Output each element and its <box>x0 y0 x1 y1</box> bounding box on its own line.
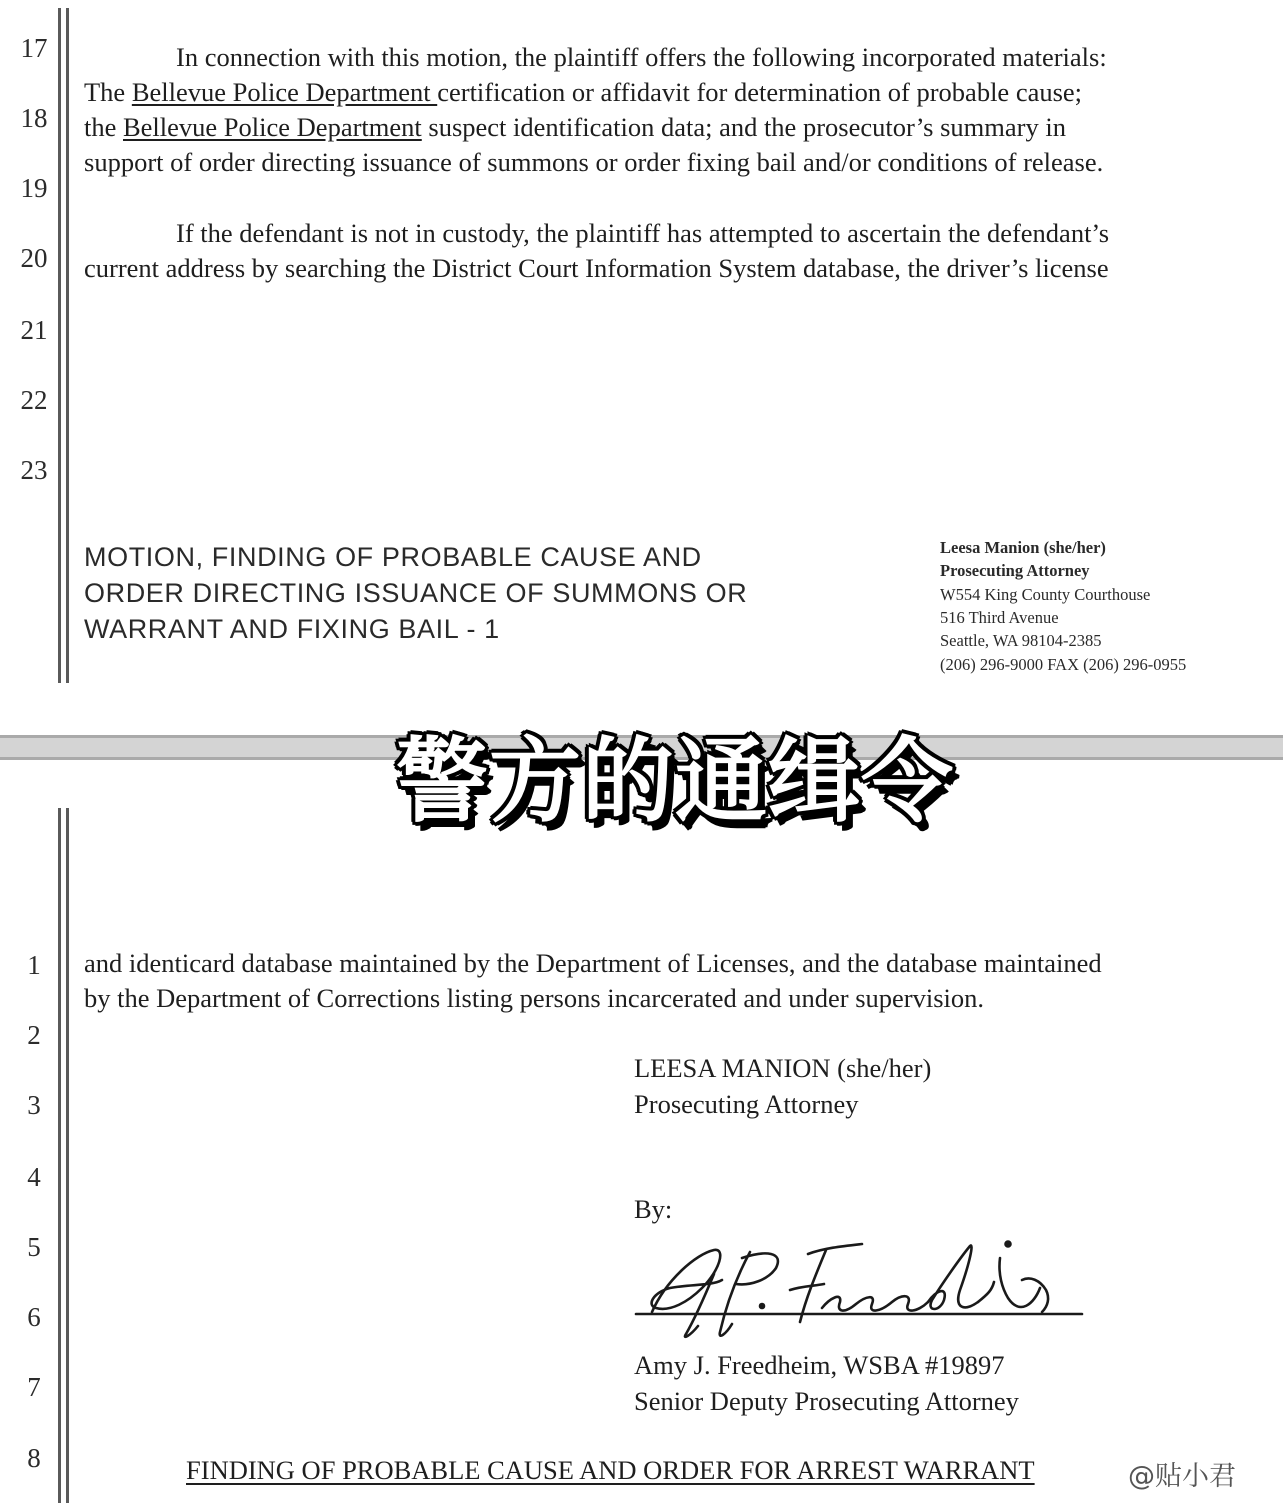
continuation-line-2: by the Department of Corrections listing persons incarcerated and under supervision. <box>84 983 985 1013</box>
agency-name: Bellevue Police Department <box>123 112 422 142</box>
court-document-page-top <box>0 0 1283 735</box>
continuation-line-1: and identicard database maintained by the Department of Licenses, and the database maintained <box>84 948 1102 978</box>
weibo-watermark: @贴小君 <box>1128 1454 1236 1493</box>
overlay-title: 警方的通缉令 <box>395 728 954 835</box>
paragraph-2-line-2: current address by searching the District Court Information System database, the driver’s license <box>84 253 1109 283</box>
office-address-line: W554 King County Courthouse <box>940 585 1151 604</box>
office-address-line: 516 Third Avenue <box>940 608 1059 627</box>
document-caption-line: MOTION, FINDING OF PROBABLE CAUSE AND <box>84 542 702 572</box>
section-heading: FINDING OF PROBABLE CAUSE AND ORDER FOR ARREST WARRANT <box>186 1455 1035 1485</box>
margin-rule-left <box>58 8 61 683</box>
line-number: 18 <box>20 103 48 133</box>
office-address-line: Seattle, WA 98104-2385 <box>940 631 1102 650</box>
document-caption-line: ORDER DIRECTING ISSUANCE OF SUMMONS OR <box>84 578 748 608</box>
paragraph-1-line-4: support of order directing issuance of summons or order fixing bail and/or conditions of release. <box>84 147 1104 177</box>
document-caption-line: WARRANT AND FIXING BAIL - 1 <box>84 614 500 644</box>
signer-title: Senior Deputy Prosecuting Attorney <box>634 1386 1019 1416</box>
line-number: 20 <box>20 243 48 273</box>
line-number: 8 <box>27 1443 41 1473</box>
margin-rule-left <box>58 808 61 1503</box>
margin-rule-right <box>66 808 69 1503</box>
handwritten-signature <box>630 1228 1090 1348</box>
paragraph-1-line-1: In connection with this motion, the plaintiff offers the following incorporated materials: <box>176 42 1107 72</box>
signatory-title: Prosecuting Attorney <box>634 1089 859 1119</box>
line-number: 6 <box>27 1302 41 1332</box>
line-number: 2 <box>27 1020 41 1050</box>
line-number: 4 <box>27 1162 41 1192</box>
court-document-page-bottom <box>0 760 1283 1503</box>
paragraph-1-line-3: the Bellevue Police Department suspect identification data; and the prosecutor’s summary in <box>84 112 1066 142</box>
office-phone-fax: (206) 296-9000 FAX (206) 296-0955 <box>940 655 1187 674</box>
paragraph-1-line-2: The Bellevue Police Department certification or affidavit for determination of probable cause; <box>84 77 1083 107</box>
margin-rule-right <box>66 8 69 683</box>
line-number: 19 <box>20 173 48 203</box>
signer-name: Amy J. Freedheim, WSBA #19897 <box>634 1350 1005 1380</box>
line-number: 3 <box>27 1090 41 1120</box>
line-number: 23 <box>20 455 48 485</box>
agency-name: Bellevue Police Department <box>131 77 438 107</box>
line-number: 7 <box>27 1372 41 1402</box>
line-number: 22 <box>20 385 48 415</box>
line-number: 1 <box>27 950 41 980</box>
signatory-name: LEESA MANION (she/her) <box>634 1053 932 1083</box>
line-number: 5 <box>27 1232 41 1262</box>
office-name: Leesa Manion (she/her) <box>940 538 1106 557</box>
by-label: By: <box>634 1194 673 1224</box>
line-number: 21 <box>20 315 48 345</box>
line-number: 17 <box>20 33 48 63</box>
paragraph-2-line-1: If the defendant is not in custody, the plaintiff has attempted to ascertain the defendant’s <box>176 218 1110 248</box>
office-title: Prosecuting Attorney <box>940 561 1090 580</box>
